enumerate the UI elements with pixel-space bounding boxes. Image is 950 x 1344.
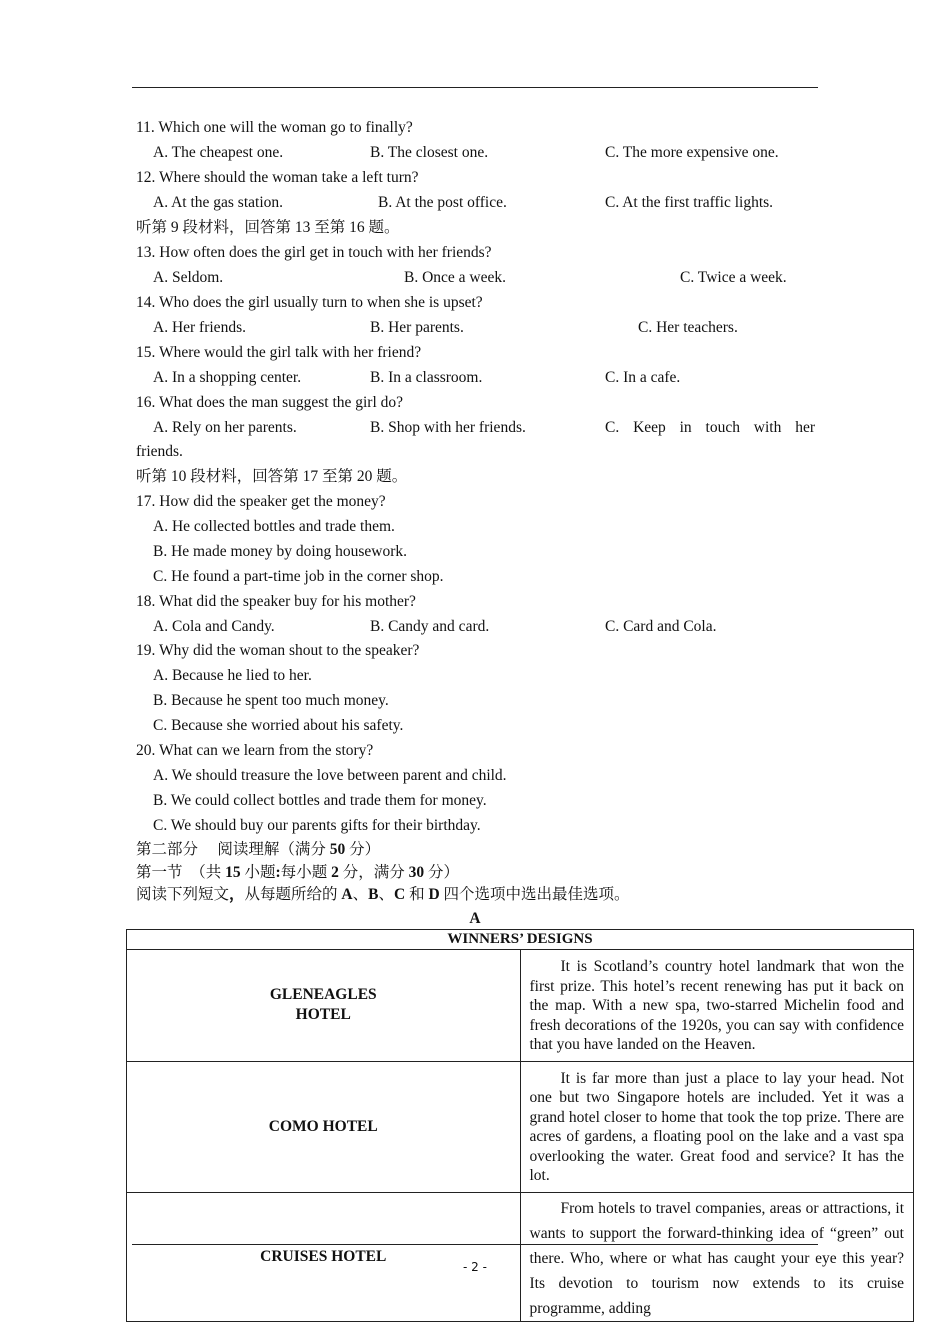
option-17b: B. He made money by doing housework. [153, 543, 407, 560]
option-16b: B. Shop with her friends. [370, 419, 526, 436]
footer-rule [132, 1244, 818, 1245]
hotel-name [127, 1192, 521, 1321]
instructions [136, 885, 630, 905]
option-14a: A. Her friends. [153, 319, 246, 336]
option-16c-word: touch [705, 419, 740, 436]
option-12c: C. At the first traffic lights. [605, 194, 774, 211]
hotel-name-line: HOTEL [295, 1006, 351, 1024]
option-16c-word: with [753, 419, 782, 436]
part2-title-text: 第二部分 阅读理解（满分 [136, 841, 330, 858]
option-14c: C. Her teachers. [638, 319, 738, 336]
page-number: - 2 - [463, 1260, 487, 1274]
question-17: 17. How did the speaker get the money? [136, 493, 386, 510]
hotel-description [520, 950, 914, 1062]
choice-letter: B [368, 886, 379, 903]
hotel-name-line: GLENEAGLES [269, 986, 377, 1004]
option-19c: C. Because she worried about his safety. [153, 717, 404, 734]
hotel-name-line: COMO HOTEL [268, 1117, 378, 1135]
separator: 、 [352, 886, 369, 903]
section1-text: 分，满分 [338, 864, 409, 881]
option-12a: A. At the gas station. [153, 194, 284, 211]
option-11a: A. The cheapest one. [153, 144, 284, 161]
option-20c: C. We should buy our parents gifts for their birthday. [153, 817, 481, 834]
part2-title-end: 分） [345, 841, 381, 858]
option-18c: C. Card and Cola. [605, 618, 717, 635]
part2-title [136, 840, 380, 860]
option-11b: B. The closest one. [370, 144, 489, 161]
option-17a: A. He collected bottles and trade them. [153, 518, 395, 535]
choice-letter: C [394, 886, 406, 903]
option-16c-word: her [795, 419, 815, 436]
option-18b: B. Candy and card. [370, 618, 490, 635]
hotel-description-text: It is far more than just a place to lay your head. Not one but two Singapore hotels are included. Yet it was a grand hotel closer to home that took the top prize. There are acres of gardens, a floating pool on the lake and a vast spa overlooking the water. Great food and service? It has the lot. [529, 1069, 904, 1184]
question-count: 15 [225, 864, 241, 881]
hotel-description-text: From hotels to travel companies, areas or attractions, it wants to support the forward-thinking idea of “green” out there. Who, where or what has caught your eye this year? Its devotion to tourism now extends to its cruise programme, adding [529, 1199, 904, 1317]
question-15: 15. Where would the girl talk with her friend? [136, 344, 422, 361]
hotel-description [520, 1192, 914, 1321]
option-15b: B. In a classroom. [370, 369, 483, 386]
points-each: 2 [331, 864, 339, 881]
question-19: 19. Why did the woman shout to the speaker? [136, 642, 420, 659]
option-15c: C. In a cafe. [605, 369, 681, 386]
section-heading-9: 听第 9 段材料，回答第 13 至第 16 题。 [136, 219, 400, 236]
option-16c-word: Keep [633, 419, 666, 436]
option-12b: B. At the post office. [378, 194, 507, 211]
passage-letter: A [469, 910, 481, 927]
option-20b: B. We could collect bottles and trade them for money. [153, 792, 487, 809]
choice-letter: A [341, 886, 353, 903]
question-20: 20. What can we learn from the story? [136, 742, 374, 759]
question-14: 14. Who does the girl usually turn to when she is upset? [136, 294, 483, 311]
question-12: 12. Where should the woman take a left turn? [136, 169, 419, 186]
option-19a: A. Because he lied to her. [153, 667, 312, 684]
option-16c-word: C. [605, 419, 620, 436]
hotel-description [520, 1061, 914, 1192]
question-11: 11. Which one will the woman go to finally? [136, 119, 413, 136]
option-15a: A. In a shopping center. [153, 369, 302, 386]
option-14b: B. Her parents. [370, 319, 464, 336]
hotel-name [127, 1061, 521, 1192]
table-row [127, 1192, 914, 1321]
option-16a: A. Rely on her parents. [153, 419, 297, 436]
table-row [127, 950, 914, 1062]
table-header-row [127, 930, 914, 950]
section1-text: 每小题 [280, 864, 332, 881]
option-16c-word: in [679, 419, 692, 436]
option-19b: B. Because he spent too much money. [153, 692, 389, 709]
section-heading-10: 听第 10 段材料，回答第 17 至第 20 题。 [136, 468, 408, 485]
option-17c: C. He found a part-time job in the corner shop. [153, 568, 444, 585]
option-20a: A. We should treasure the love between parent and child. [153, 767, 507, 784]
option-16c [605, 418, 815, 438]
section1-text: 小题 [240, 864, 276, 881]
section1-title [136, 863, 459, 883]
instructions-text: 和 [405, 886, 429, 903]
option-16c-continued: friends. [136, 443, 183, 460]
question-13: 13. How often does the girl get in touch with her friends? [136, 244, 492, 261]
section-total: 30 [408, 864, 425, 881]
header-rule [132, 87, 818, 88]
section1-text: 分） [424, 864, 459, 881]
table-header: WINNERS’ DESIGNS [127, 930, 914, 950]
instructions-text: 阅读下列短文 [136, 886, 230, 903]
hotel-description-text: It is Scotland’s country hotel landmark that won the first prize. This hotel’s recent renewing has put it back on the map. With a new spa, two-starred Michelin food and fresh decorations of the 1920s, you can say with confidence that you have landed on the Heaven. [529, 958, 904, 1053]
instructions-text: 从每题所给的 [244, 886, 342, 903]
table-row [127, 1061, 914, 1192]
question-18: 18. What did the speaker buy for his mother? [136, 593, 416, 610]
part2-total-score: 50 [329, 841, 346, 858]
section1-colon: : [275, 864, 281, 881]
option-13b: B. Once a week. [404, 269, 506, 286]
separator: 、 [378, 886, 394, 903]
question-16: 16. What does the man suggest the girl do? [136, 394, 404, 411]
choice-letter: D [428, 886, 440, 903]
option-11c: C. The more expensive one. [605, 144, 779, 161]
hotel-name-line: CRUISES HOTEL [260, 1247, 387, 1265]
option-18a: A. Cola and Candy. [153, 618, 275, 635]
section1-text: 第一节 （共 [136, 864, 226, 881]
instructions-comma: ， [229, 886, 245, 903]
hotel-name [127, 950, 521, 1062]
option-13c: C. Twice a week. [680, 269, 787, 286]
option-13a: A. Seldom. [153, 269, 224, 286]
instructions-text: 四个选项中选出最佳选项。 [439, 886, 630, 903]
